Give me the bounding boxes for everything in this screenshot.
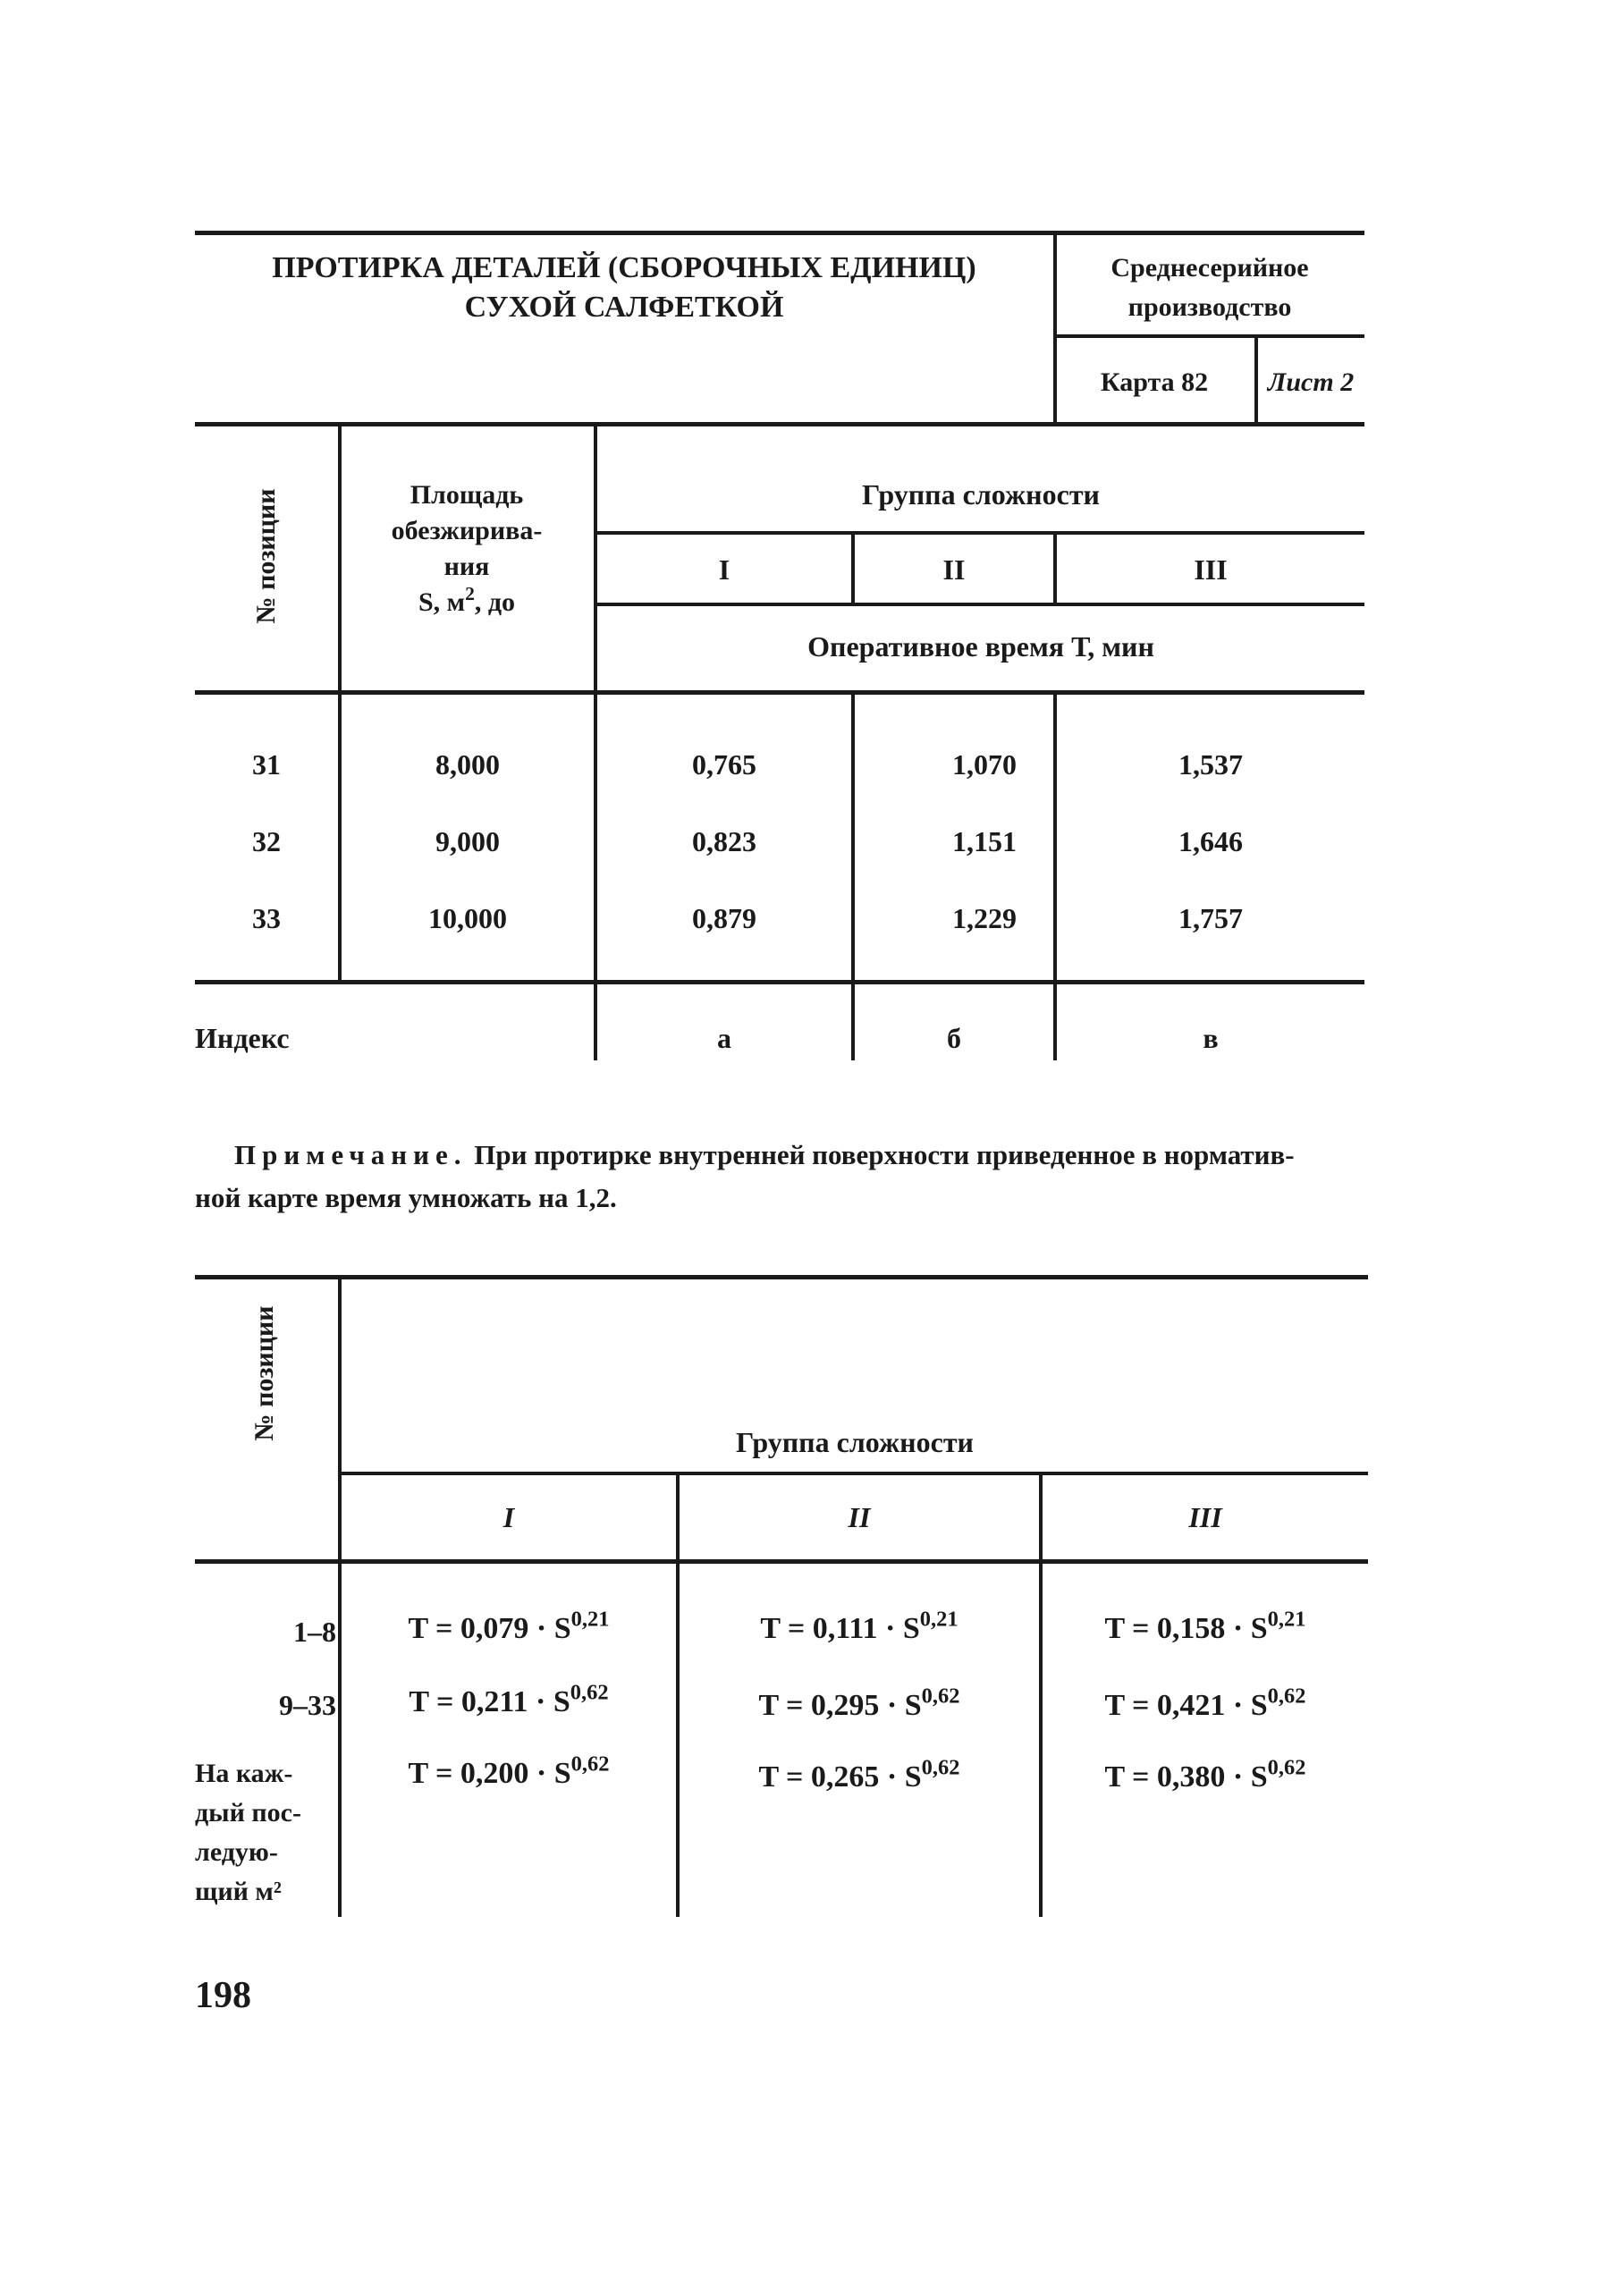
area-header-line1: Площадь bbox=[410, 480, 524, 510]
row-position: На каж- дый пос- ледую- щий м² bbox=[195, 1759, 301, 1906]
header-top-rule bbox=[195, 231, 1364, 235]
production-bottom-rule bbox=[1053, 334, 1364, 338]
table1-vline-2 bbox=[594, 424, 597, 1060]
sheet-number: Лист 2 bbox=[1267, 367, 1355, 397]
row-area: 9,000 bbox=[435, 825, 500, 857]
row-group-ii: 1,070 bbox=[952, 748, 1017, 781]
page-number: 198 bbox=[195, 1975, 251, 2016]
table2-group-i: I bbox=[502, 1501, 515, 1533]
table1-group-iii: III bbox=[1194, 553, 1228, 586]
note-line1 bbox=[234, 1134, 1388, 1177]
formula-group-iii: T = 0,421 · S$^{0,62}$ bbox=[1104, 1684, 1306, 1722]
row-area: 10,000 bbox=[428, 902, 507, 934]
table1-group-i: I bbox=[718, 553, 730, 586]
row-position: 32 bbox=[252, 825, 281, 857]
table2-group-ii: II bbox=[848, 1501, 871, 1533]
row-position: 9–33 bbox=[279, 1689, 336, 1721]
table1-group-ii: II bbox=[942, 553, 966, 586]
table1-index-label: Индекс bbox=[195, 1022, 290, 1054]
table2-group-header: Группа сложности bbox=[736, 1426, 974, 1458]
table1-position-header: № позиции bbox=[251, 488, 281, 624]
row-group-iii: 1,646 bbox=[1178, 825, 1243, 857]
table2-vline-1 bbox=[338, 1277, 342, 1917]
formula-group-i: T = 0,079 · S$^{0,21}$ bbox=[408, 1607, 610, 1645]
note-text-line2: ной карте время умножать на 1,2. bbox=[195, 1182, 617, 1213]
note-paragraph bbox=[195, 1134, 1388, 1220]
note-text-line1: При протирке внутренней поверхности приведенное в норматив- bbox=[467, 1139, 1295, 1170]
table1-index-v: в bbox=[1203, 1022, 1219, 1054]
row-group-ii: 1,229 bbox=[952, 902, 1017, 934]
card-title-line1: ПРОТИРКА ДЕТАЛЕЙ (СБОРОЧНЫХ ЕДИНИЦ) bbox=[272, 251, 976, 284]
table2-group-iii: III bbox=[1188, 1501, 1222, 1533]
row-group-i: 0,823 bbox=[692, 825, 756, 857]
row-group-i: 0,879 bbox=[692, 902, 756, 934]
row-group-iii: 1,537 bbox=[1178, 748, 1243, 781]
row-area: 8,000 bbox=[435, 748, 500, 781]
table2-top-rule bbox=[195, 1275, 1368, 1279]
area-header-line2: обезжирива- bbox=[391, 516, 543, 545]
card-title-line2: СУХОЙ САЛФЕТКОЙ bbox=[464, 291, 784, 324]
row-position: 33 bbox=[252, 902, 281, 934]
production-type-line1: Среднесерийное bbox=[1111, 253, 1309, 283]
row-group-ii: 1,151 bbox=[952, 825, 1017, 857]
table1-group-rule bbox=[594, 531, 1364, 535]
card-number: Карта 82 bbox=[1100, 367, 1209, 397]
table1-group-header: Группа сложности bbox=[862, 478, 1100, 511]
table1-body-bottom-rule bbox=[195, 980, 1364, 984]
row-group-i: 0,765 bbox=[692, 748, 756, 781]
formula-group-ii: T = 0,265 · S$^{0,62}$ bbox=[758, 1755, 960, 1794]
area-header-line3: ния bbox=[443, 552, 490, 581]
formula-group-i: T = 0,211 · S$^{0,62}$ bbox=[409, 1680, 609, 1718]
table1-index-a: а bbox=[717, 1022, 731, 1054]
formula-group-ii: T = 0,111 · S$^{0,21}$ bbox=[760, 1607, 959, 1645]
row-position: 1–8 bbox=[293, 1616, 336, 1648]
table2-position-header: № позиции bbox=[249, 1305, 279, 1441]
formula-group-ii: T = 0,295 · S$^{0,62}$ bbox=[758, 1684, 960, 1722]
table1-index-b: б bbox=[947, 1022, 961, 1054]
area-header-line4: S, $м^2$, до bbox=[418, 583, 516, 617]
formula-group-iii: T = 0,158 · S$^{0,21}$ bbox=[1104, 1607, 1306, 1645]
formula-group-iii: T = 0,380 · S$^{0,62}$ bbox=[1104, 1755, 1306, 1794]
table1-time-header: Оперативное время Т, мин bbox=[807, 630, 1154, 663]
formula-group-i: T = 0,200 · S$^{0,62}$ bbox=[408, 1752, 610, 1790]
row-group-iii: 1,757 bbox=[1178, 902, 1243, 934]
table1-groups-bottom-rule bbox=[594, 603, 1364, 606]
row-position: 31 bbox=[252, 748, 281, 781]
table2-group-rule bbox=[338, 1472, 1368, 1475]
table1-header-bottom-rule bbox=[195, 690, 1364, 695]
table1-area-header bbox=[342, 477, 592, 620]
table1-top-rule bbox=[195, 422, 1364, 426]
note-label: Примечание. bbox=[234, 1139, 468, 1170]
table2-header-bottom-rule bbox=[195, 1559, 1368, 1564]
production-type-line2: производство bbox=[1127, 292, 1292, 322]
